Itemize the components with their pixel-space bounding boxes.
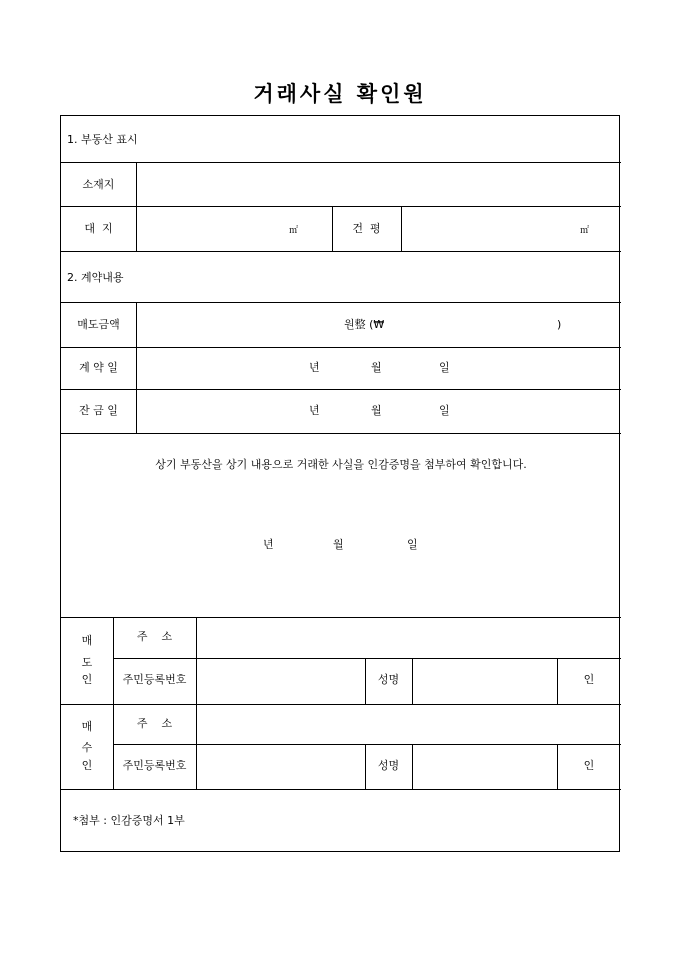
buyer-seal: 인 — [583, 759, 595, 772]
statement-text: 상기 부동산을 상기 내용으로 거래한 사실을 인감증명을 첨부하여 확인합니다. — [155, 458, 527, 471]
statement-day: 일 — [407, 538, 418, 551]
balance-month: 월 — [371, 404, 382, 417]
price-label: 매도금액 — [77, 318, 120, 331]
land-unit: ㎡ — [289, 226, 299, 236]
building-label: 건 평 — [352, 222, 381, 235]
contract-date-label: 계 약 일 — [79, 361, 118, 374]
balance-date-label: 잔 금 일 — [79, 404, 118, 417]
buyer-id-label: 주민등록번호 — [122, 759, 187, 772]
seller-seal: 인 — [583, 673, 595, 686]
seller-label-3: 인 — [81, 673, 93, 686]
buyer-name-label: 성명 — [377, 759, 400, 772]
balance-day: 일 — [439, 404, 450, 417]
form-table — [60, 115, 620, 852]
page-title: 거래사실 확인원 — [253, 81, 427, 106]
statement-month: 월 — [333, 538, 344, 551]
balance-year: 년 — [309, 404, 320, 417]
seller-label-2: 도 — [81, 656, 93, 669]
contract-day: 일 — [439, 361, 450, 374]
section1-heading: 1. 부동산 표시 — [67, 133, 138, 146]
land-label: 대 지 — [84, 222, 113, 235]
location-label: 소재지 — [82, 178, 115, 191]
buyer-label-3: 인 — [81, 759, 93, 772]
seller-id-label: 주민등록번호 — [122, 673, 187, 686]
seller-name-label: 성명 — [377, 673, 400, 686]
buyer-address-label: 주 소 — [136, 717, 173, 730]
location-field[interactable] — [141, 170, 616, 200]
seller-label-1: 매 — [81, 634, 93, 647]
buyer-label-1: 매 — [81, 720, 93, 733]
seller-address-label: 주 소 — [136, 630, 173, 643]
contract-year: 년 — [309, 361, 320, 374]
statement-year: 년 — [263, 538, 274, 551]
section2-heading: 2. 계약내용 — [67, 271, 124, 284]
attachment-note: *첨부 : 인감증명서 1부 — [73, 814, 185, 827]
price-won-text: 원整 (₩ — [344, 318, 385, 331]
building-unit: ㎡ — [580, 226, 590, 236]
price-close-paren: ) — [557, 318, 562, 331]
contract-month: 월 — [371, 361, 382, 374]
buyer-label-2: 수 — [81, 741, 93, 754]
